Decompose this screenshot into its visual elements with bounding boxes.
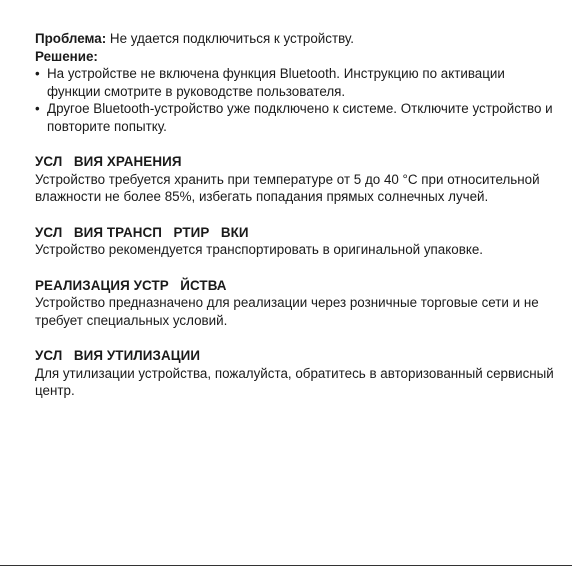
storage-section (35, 153, 555, 206)
section-text: Устройство требуется хранить при температуре от 5 до 40 °С при относительной влажности не более 85%, избегать попадания прямых солнечных лучей. (35, 171, 540, 204)
disposal-section (35, 347, 555, 400)
document-page (35, 30, 555, 400)
section-text: Устройство предназначено для реализации через розничные торговые сети и не требует специальных условий. (35, 295, 539, 328)
solution-item-text: На устройстве не включена функция Bluetooth. Инструкцию по активации функции смотрите в руководстве пользователя. (47, 66, 505, 99)
bullet-icon: • (35, 66, 40, 81)
solution-item (35, 65, 555, 100)
section-heading: УСЛ ВИЯ УТИЛИЗАЦИИ (35, 348, 201, 363)
problem-text: Не удается подключиться к устройству. (109, 31, 354, 46)
problem-line (35, 30, 555, 48)
sales-section (35, 277, 555, 330)
section-heading: УСЛ ВИЯ ТРАНСП РТИР ВКИ (35, 224, 249, 240)
bottom-divider (0, 565, 572, 566)
section-text: Для утилизации устройства, пожалуйста, обратитесь в авторизованный сервисный центр. (35, 365, 554, 398)
solution-list (35, 65, 555, 135)
problem-label: Проблема: (35, 31, 107, 46)
solution-item-text: Другое Bluetooth-устройство уже подключено к системе. Отключите устройство и повторите попытку. (47, 101, 553, 134)
solution-item (35, 100, 555, 135)
solution-label: Решение: (35, 48, 98, 64)
bullet-icon: • (35, 101, 40, 116)
section-heading: РЕАЛИЗАЦИЯ УСТР ЙСТВА (35, 277, 227, 293)
transport-section (35, 224, 555, 259)
section-text: Устройство рекомендуется транспортировать в оригинальной упаковке. (35, 242, 483, 257)
section-heading: УСЛ ВИЯ ХРАНЕНИЯ (35, 154, 182, 169)
